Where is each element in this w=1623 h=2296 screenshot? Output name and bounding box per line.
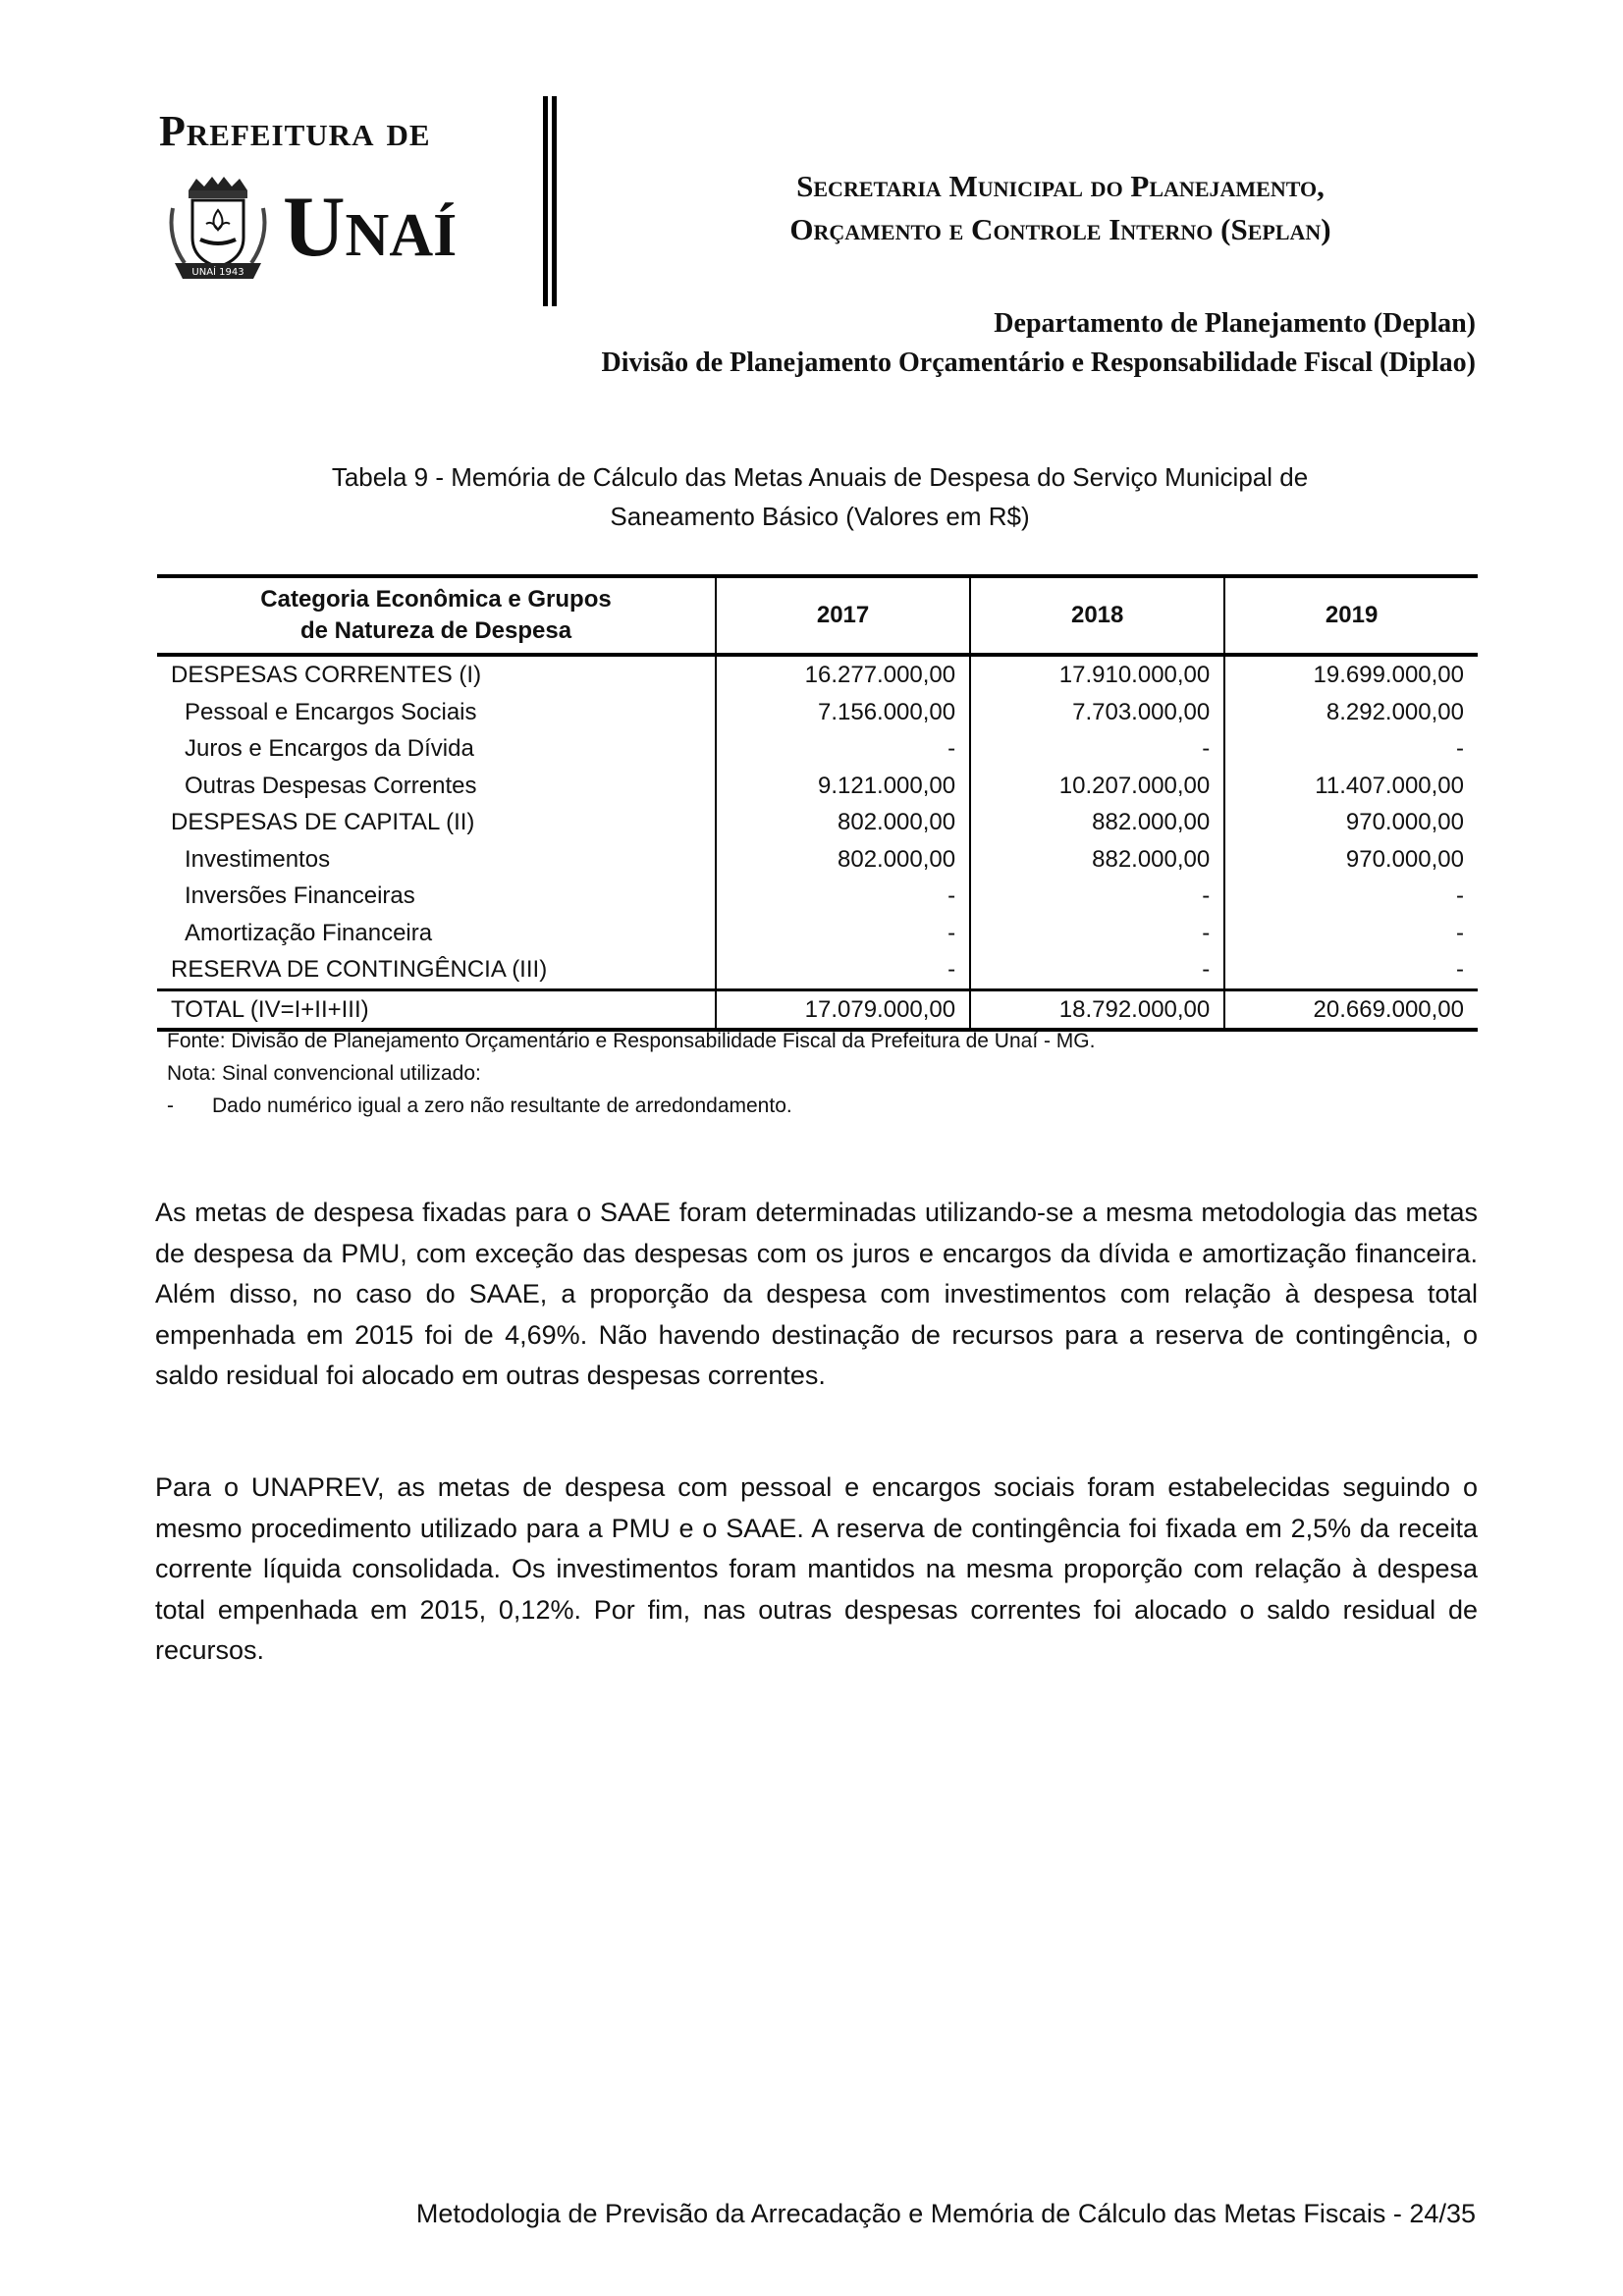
table-row [157, 878, 1478, 915]
total-2018: 18.792.000,00 [970, 989, 1224, 1030]
note-title: Nota: Sinal convencional utilizado: [167, 1062, 481, 1085]
cell-2017: - [716, 951, 970, 989]
header-2017: 2017 [716, 576, 970, 655]
note-dash: - [167, 1095, 174, 1117]
cell-2017: 802.000,00 [716, 841, 970, 879]
page-footer: Metodologia de Previsão da Arrecadação e Memória de Cálculo das Metas Fiscais - 24/35 [415, 2199, 1476, 2228]
table-row [157, 655, 1478, 694]
caption-line-2: Saneamento Básico (Valores em R$) [610, 502, 1030, 531]
total-2019: 20.669.000,00 [1224, 989, 1478, 1030]
row-label: Inversões Financeiras [185, 882, 415, 909]
table-notes [167, 1025, 1095, 1122]
secretaria-line-2: Orçamento e Controle Interno (Seplan) [789, 212, 1331, 246]
row-label: Amortização Financeira [185, 919, 433, 946]
cell-2017: - [716, 878, 970, 915]
department-block [601, 304, 1476, 383]
row-label: Outras Despesas Correntes [185, 772, 477, 799]
coat-of-arms-icon [159, 169, 277, 287]
row-label: Investimentos [185, 845, 331, 873]
cell-2019: - [1224, 915, 1478, 952]
expense-goals-table [157, 574, 1478, 1032]
table-header-row [157, 576, 1478, 655]
cell-2019: - [1224, 878, 1478, 915]
cell-2018: 7.703.000,00 [970, 694, 1224, 731]
note-item [167, 1090, 1095, 1122]
cell-2019: 11.407.000,00 [1224, 768, 1478, 805]
table-row [157, 730, 1478, 768]
table-row [157, 951, 1478, 989]
header-category [157, 576, 716, 655]
cell-2018: 10.207.000,00 [970, 768, 1224, 805]
table-caption [157, 457, 1483, 536]
row-label: Juros e Encargos da Dívida [185, 735, 474, 762]
cell-2018: 17.910.000,00 [970, 655, 1224, 694]
division-name: Divisão de Planejamento Orçamentário e Responsabilidade Fiscal (Diplao) [601, 347, 1476, 378]
header-2018: 2018 [970, 576, 1224, 655]
table-row [157, 804, 1478, 841]
paragraph-saae: As metas de despesa fixadas para o SAAE foram determinadas utilizando-se a mesma metodologia das metas de despesa da PMU, com exceção das despesas com os juros e encargos da dívida e amortização financeira. Além disso, no caso do SAAE, a proporção da despesa com investimentos com relação à despesa total empenhada em 2015 foi de 4,69%. Não havendo destinação de recursos para a reserva de contingência, o saldo residual foi alocado em outras despesas correntes. [155, 1198, 1478, 1390]
cell-2019: 19.699.000,00 [1224, 655, 1478, 694]
total-label: TOTAL (IV=I+II+III) [171, 995, 369, 1023]
row-label: DESPESAS DE CAPITAL (II) [171, 809, 475, 835]
header-category-line-2: de Natureza de Despesa [299, 617, 572, 644]
cell-2017: 16.277.000,00 [716, 655, 970, 694]
table-source: Fonte: Divisão de Planejamento Orçamentário e Responsabilidade Fiscal da Prefeitura de Unaí - MG. [167, 1030, 1096, 1052]
cell-2018: - [970, 915, 1224, 952]
table-row [157, 768, 1478, 805]
svg-text:UNAÍ 1943: UNAÍ 1943 [191, 267, 244, 278]
cell-2018: 882.000,00 [970, 804, 1224, 841]
cell-2019: - [1224, 730, 1478, 768]
table-row [157, 915, 1478, 952]
prefeitura-logo-block [159, 107, 513, 287]
table-total-row [157, 989, 1478, 1030]
cell-2017: - [716, 730, 970, 768]
cell-2019: 970.000,00 [1224, 804, 1478, 841]
department-name: Departamento de Planejamento (Deplan) [994, 308, 1476, 339]
header-divider [543, 96, 557, 306]
secretaria-title [707, 165, 1414, 251]
secretaria-line-1: Secretaria Municipal do Planejamento, [796, 169, 1325, 203]
logo-row [159, 169, 513, 287]
cell-2017: 9.121.000,00 [716, 768, 970, 805]
cell-2017: - [716, 915, 970, 952]
prefeitura-title: Prefeitura de [159, 107, 431, 155]
row-label: DESPESAS CORRENTES (I) [171, 662, 482, 688]
cell-2017: 7.156.000,00 [716, 694, 970, 731]
cell-2017: 802.000,00 [716, 804, 970, 841]
prefeitura-city-name: Unaí [283, 180, 458, 275]
caption-line-1: Tabela 9 - Memória de Cálculo das Metas Anuais de Despesa do Serviço Municipal de [331, 462, 1309, 492]
cell-2019: 970.000,00 [1224, 841, 1478, 879]
cell-2018: - [970, 730, 1224, 768]
cell-2019: 8.292.000,00 [1224, 694, 1478, 731]
row-label: Pessoal e Encargos Sociais [185, 698, 477, 725]
paragraph-unaprev: Para o UNAPREV, as metas de despesa com pessoal e encargos sociais foram estabelecidas seguindo o mesmo procedimento utilizado para a PMU e o SAAE. A reserva de contingência foi fixada em 2,5% da receita corrente líquida consolidada. Os investimentos foram mantidos na mesma proporção com relação à despesa total empenhada em 2015, 0,12%. Por fim, nas outras despesas correntes foi alocado o saldo residual de recursos. [155, 1472, 1478, 1665]
table-row [157, 841, 1478, 879]
note-text: Dado numérico igual a zero não resultante de arredondamento. [212, 1095, 792, 1117]
header-category-line-1: Categoria Econômica e Grupos [260, 586, 612, 613]
row-label: RESERVA DE CONTINGÊNCIA (III) [171, 956, 548, 983]
total-2017: 17.079.000,00 [716, 989, 970, 1030]
header-2019: 2019 [1224, 576, 1478, 655]
cell-2019: - [1224, 951, 1478, 989]
cell-2018: - [970, 878, 1224, 915]
table-row [157, 694, 1478, 731]
cell-2018: 882.000,00 [970, 841, 1224, 879]
cell-2018: - [970, 951, 1224, 989]
